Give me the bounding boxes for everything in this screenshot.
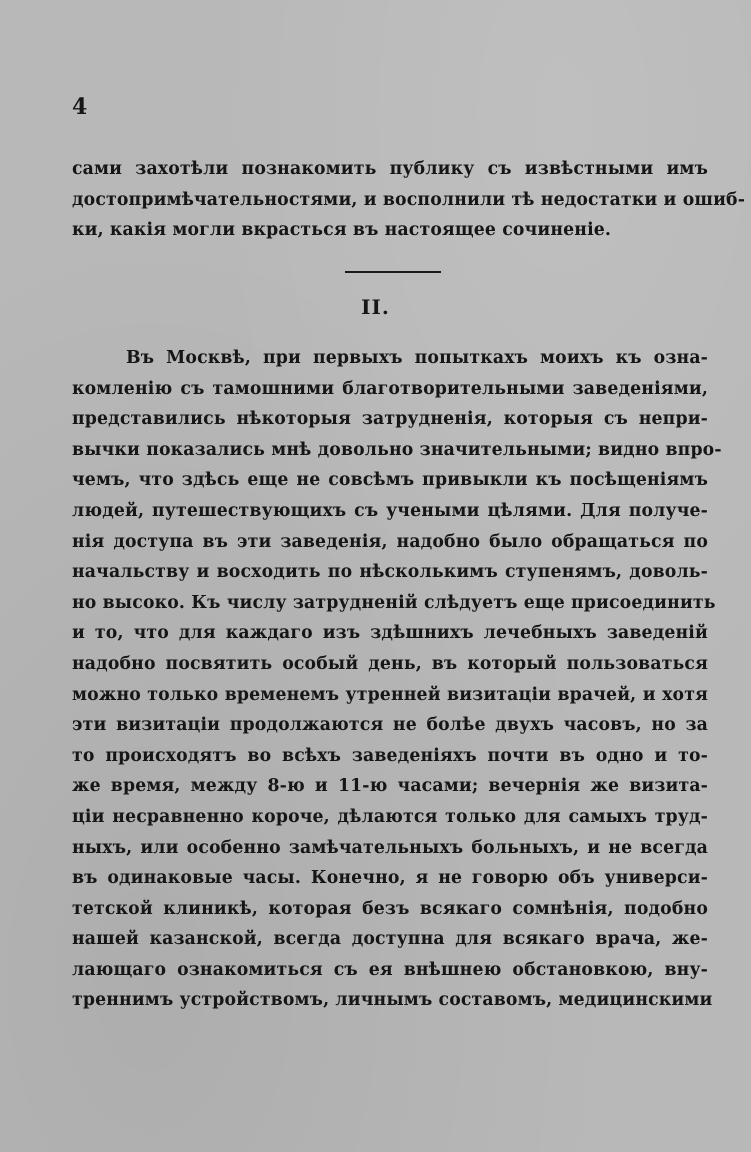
text-line: же время, между 8-ю и 11-ю часами; вечернія же визита- xyxy=(72,776,708,797)
text-line: вычки показались мнѣ довольно значительными; видно впро- xyxy=(72,439,722,460)
section-heading: II. xyxy=(361,295,390,319)
text-line: достопримѣчательностями, и восполнили тѣ недостатки и ошиб- xyxy=(72,189,746,210)
text-line: представились нѣкоторыя затрудненія, которыя съ непри- xyxy=(72,409,708,430)
text-line: лающаго ознакомиться съ ея внѣшнею обстановкою, вну- xyxy=(72,959,708,980)
text-line: въ одинаковые часы. Конечно, я не говорю объ универси- xyxy=(72,868,708,889)
section-divider xyxy=(345,271,441,273)
text-line: эти визитаціи продолжаются не болѣе двухъ часовъ, но за xyxy=(72,715,708,736)
text-line: ки, какія могли вкрасться въ настоящее сочиненіе. xyxy=(72,220,612,241)
text-line: надобно посвятить особый день, въ который пользоваться xyxy=(72,653,708,674)
text-line: сами захотѣли познакомить публику съ извѣстными имъ xyxy=(72,159,708,179)
intro-paragraph xyxy=(72,154,746,246)
text-line: комленію съ тамошними благотворительными заведеніями, xyxy=(72,378,708,399)
text-line: ціи несравненно короче, дѣлаются только для самыхъ труд- xyxy=(72,806,708,827)
text-line: треннимъ устройствомъ, личнымъ составомъ, медицинскими xyxy=(72,990,713,1011)
text-line: начальству и восходить по нѣсколькимъ ступенямъ, доволь- xyxy=(72,562,708,583)
text-line: нія доступа въ эти заведенія, надобно было обращаться по xyxy=(72,531,708,552)
text-line: Въ Москвѣ, при первыхъ попыткахъ моихъ къ озна- xyxy=(126,348,708,368)
text-line: и то, что для каждаго изъ здѣшнихъ лечебныхъ заведеній xyxy=(72,623,708,644)
text-line: чемъ, что здѣсь еще не совсѣмъ привыкли къ посѣщеніямъ xyxy=(72,470,708,491)
page-number: 4 xyxy=(72,94,88,120)
text-line: нашей казанской, всегда доступна для всякаго врача, же- xyxy=(72,929,708,950)
text-line: ныхъ, или особенно замѣчательныхъ больныхъ, и не всегда xyxy=(72,837,708,858)
body-paragraph xyxy=(72,343,722,1016)
text-line: тетской клиникѣ, которая безъ всякаго сомнѣнія, подобно xyxy=(72,898,708,919)
text-line: людей, путешествующихъ съ учеными цѣлями. Для получе- xyxy=(72,500,708,521)
text-line: но высоко. Къ числу затрудненій слѣдуетъ еще присоединить xyxy=(72,592,716,613)
text-line: можно только временемъ утренней визитаціи врачей, и хотя xyxy=(72,684,708,705)
text-line: то происходятъ во всѣхъ заведеніяхъ почти въ одно и то- xyxy=(72,745,708,766)
